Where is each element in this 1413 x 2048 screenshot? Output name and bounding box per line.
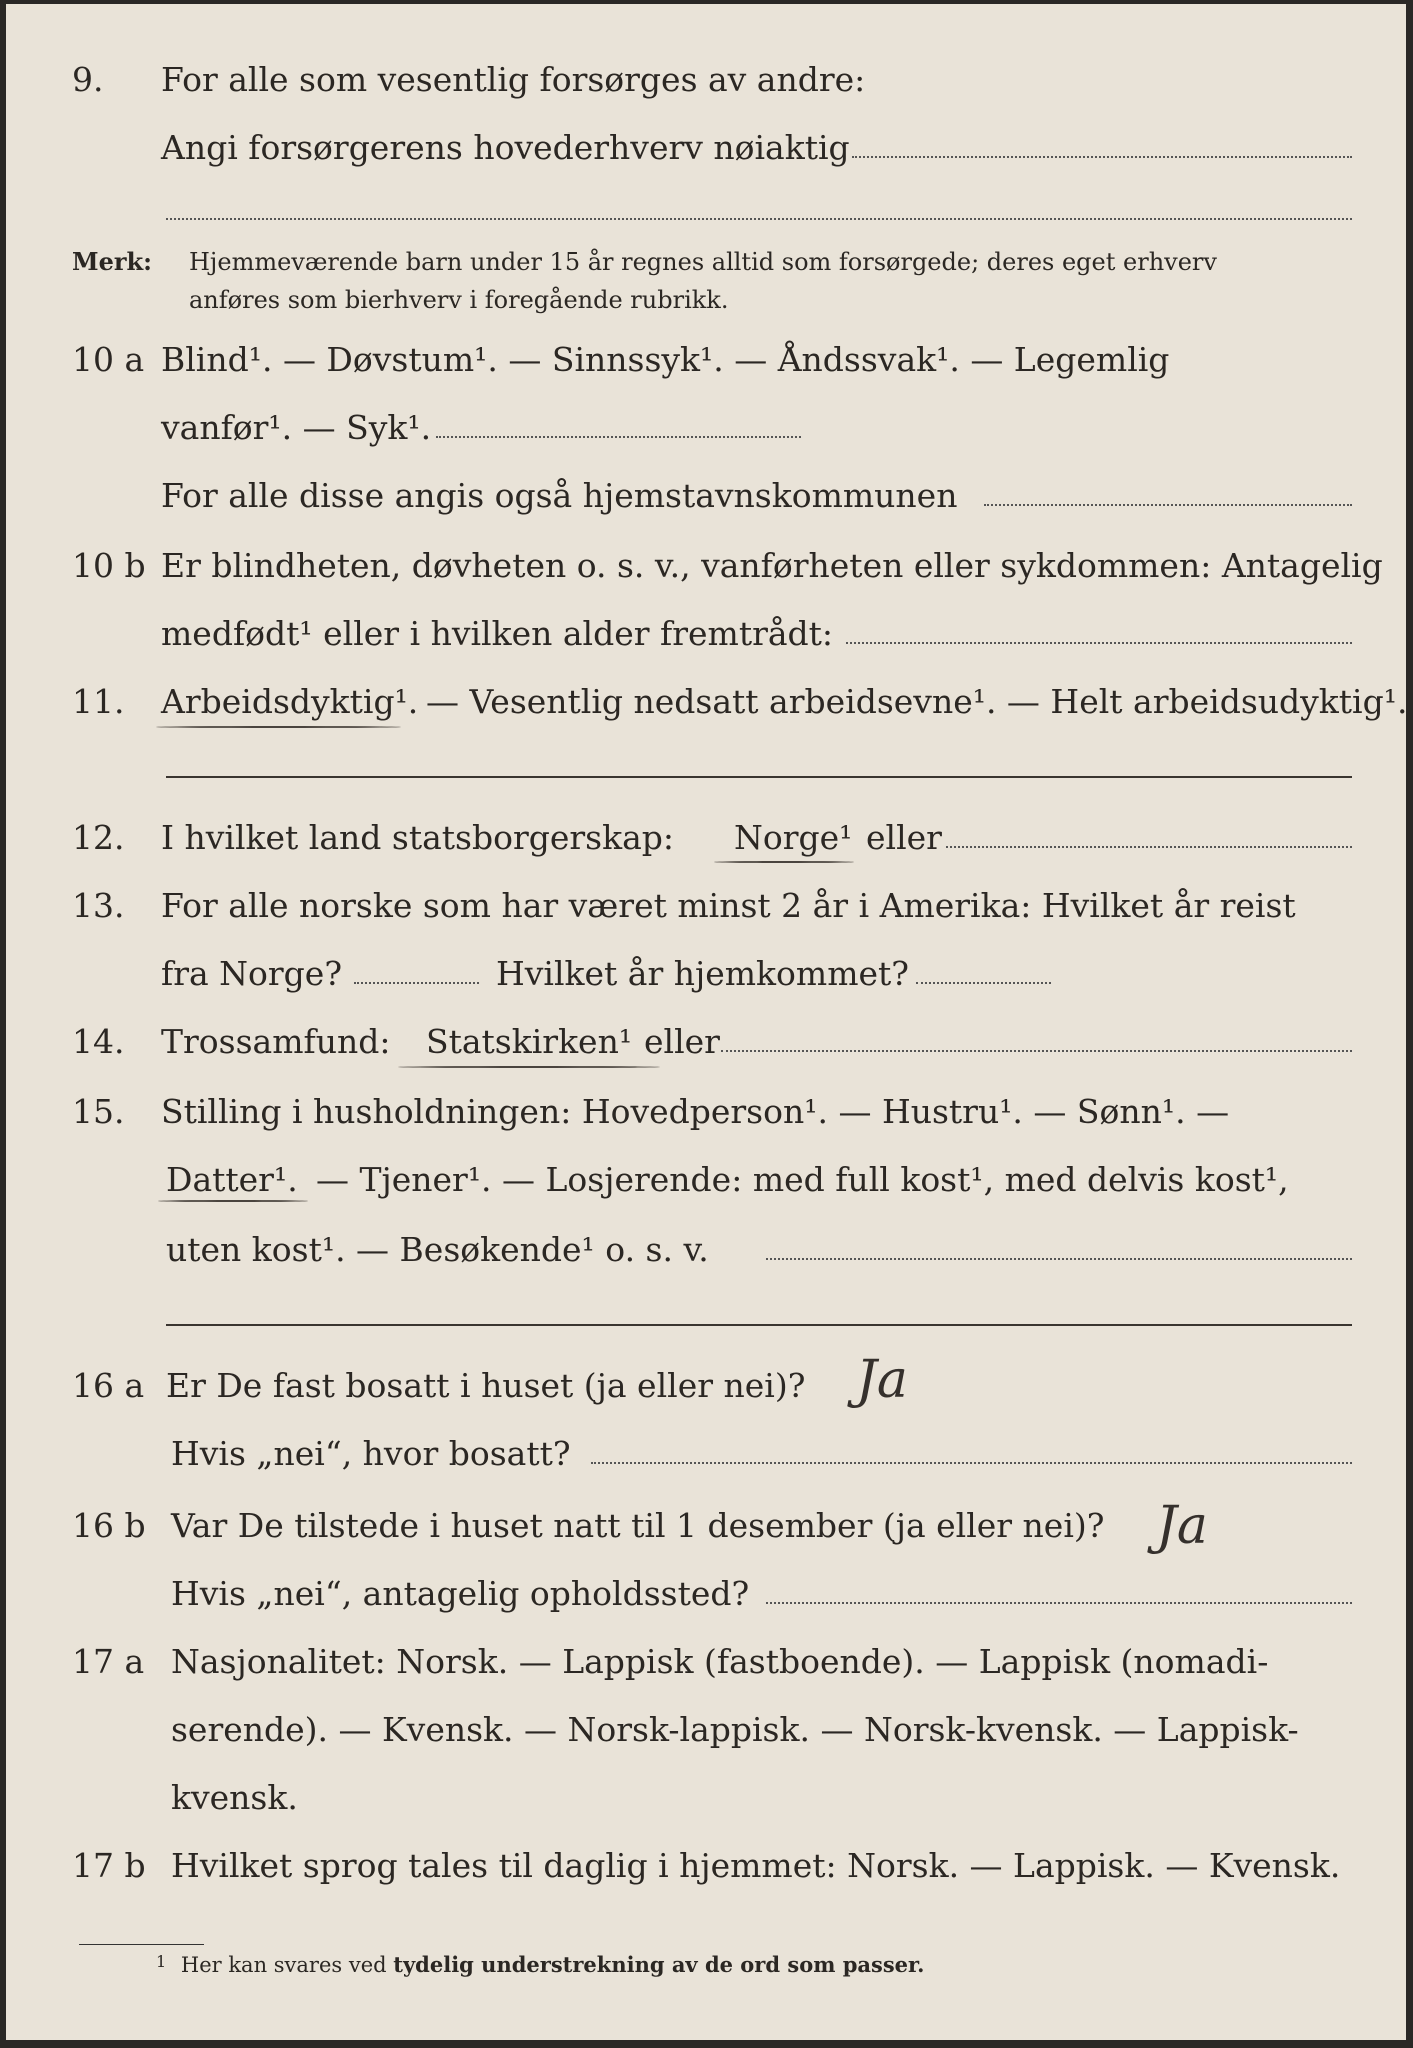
question-number: 12. [72,818,125,857]
question-number: 15. [72,1092,125,1131]
question-text: Hvis „nei“, hvor bosatt? [171,1434,571,1473]
answer-line[interactable] [436,436,801,438]
question-17b [6,1846,1406,1886]
question-text: Var De tilstede i huset natt til 1 desember (ja eller nei)? [171,1506,1105,1545]
footnote-bold-text: tydelig understrekning av de ord som passer. [393,1952,925,1977]
question-text: — Tjener¹. — Losjerende: med full kost¹, med delvis kost¹, [316,1160,1289,1199]
question-text: For alle disse angis også hjemstavnskommunen [161,476,958,515]
question-17a-line3 [6,1778,1406,1818]
answer-line[interactable] [766,1602,1352,1604]
answer-line[interactable] [766,1258,1352,1260]
question-text: medfødt¹ eller i hvilken alder fremtrådt: [161,614,834,653]
question-15-line2 [6,1160,1406,1200]
handwritten-underline [398,1066,660,1068]
answer-line[interactable] [946,846,1352,848]
handwritten-underline [158,1200,308,1202]
question-text: For alle norske som har været minst 2 år i Amerika: Hvilket år reist [161,886,1296,925]
question-text: Angi forsørgerens hovederhverv nøiaktig [161,128,850,167]
handwritten-underline [156,726,401,728]
option-arbeidsdyktig[interactable]: Arbeidsdyktig¹. [161,682,419,721]
answer-line[interactable] [166,218,1352,220]
question-10a [6,340,1406,380]
answer-line[interactable] [916,982,1051,984]
question-16b-line2 [6,1574,1406,1614]
note-block [6,242,1406,282]
question-10a-line2 [6,408,1406,448]
option-datter[interactable]: Datter¹. [166,1160,298,1199]
handwritten-answer[interactable]: Ja [856,1350,908,1410]
question-10a-line3 [6,476,1406,516]
question-number: 17 b [72,1846,146,1885]
question-text: Hvilket sprog tales til daglig i hjemmet: Norsk. — Lappisk. — Kvensk. [171,1846,1341,1885]
question-10b-line2 [6,614,1406,654]
answer-line[interactable] [354,982,479,984]
answer-line[interactable] [721,1050,1352,1052]
handwritten-underline [714,861,854,863]
question-number: 17 a [72,1642,145,1681]
question-13 [6,886,1406,926]
note-label: Merk: [72,247,152,276]
question-9 [6,60,1406,100]
answer-line[interactable] [846,642,1352,644]
question-15 [6,1092,1406,1132]
note-text: Hjemmeværende barn under 15 år regnes alltid som forsørgede; deres eget erhverv [189,248,1217,276]
footnote-text: Her kan svares ved [180,1953,387,1977]
question-text: eller [644,1022,720,1061]
question-text: Nasjonalitet: Norsk. — Lappisk (fastboende). — Lappisk (nomadi- [171,1642,1269,1681]
question-number: 16 a [72,1366,145,1405]
question-16a-line2 [6,1434,1406,1474]
section-divider [166,776,1352,778]
question-text: Er blindheten, døvheten o. s. v., vanførheten eller sykdommen: Antagelig [161,546,1383,585]
question-text: Stilling i husholdningen: Hovedperson¹. — Hustru¹. — Sønn¹. — [161,1092,1230,1131]
answer-line[interactable] [852,156,1352,158]
option-statskirken[interactable]: Statskirken¹ [426,1022,633,1061]
footnote-rule [79,1944,204,1945]
footnote-mark: 1 [156,1952,167,1971]
question-text: fra Norge? [161,954,343,993]
question-text: Blind¹. — Døvstum¹. — Sinnssyk¹. — Åndssvak¹. — Legemlig [161,340,1170,379]
handwritten-answer[interactable]: Ja [1156,1496,1208,1556]
question-text: Hvis „nei“, antagelig opholdssted? [171,1574,750,1613]
question-text: I hvilket land statsborgerskap: [161,818,675,857]
question-number: 10 a [72,340,145,379]
answer-line[interactable] [984,504,1352,506]
question-text: For alle som vesentlig forsørges av andre: [161,60,866,99]
question-17a-line2 [6,1710,1406,1750]
question-text: — Vesentlig nedsatt arbeidsevne¹. — Helt arbeidsudyktig¹. [426,682,1408,721]
option-norge[interactable]: Norge¹ [734,818,853,857]
question-text: vanfør¹. — Syk¹. [161,408,432,447]
question-13-line2 [6,954,1406,994]
question-text: Hvilket år hjemkommet? [496,954,909,993]
footnote [156,1952,924,1977]
question-number: 13. [72,886,125,925]
question-text: Trossamfund: [161,1022,391,1061]
question-11 [6,682,1406,722]
question-number: 9. [72,60,104,99]
question-15-line3 [6,1230,1406,1270]
question-number: 14. [72,1022,125,1061]
question-number: 11. [72,682,125,721]
note-line2 [6,280,1406,320]
question-number: 16 b [72,1506,146,1545]
question-text: kvensk. [171,1778,298,1817]
answer-line[interactable] [591,1462,1352,1464]
section-divider [166,1324,1352,1326]
question-9-line2 [6,128,1406,168]
question-12 [6,818,1406,858]
census-form-page [6,4,1406,2040]
question-text: Er De fast bosatt i huset (ja eller nei)? [166,1366,806,1405]
question-number: 10 b [72,546,146,585]
note-text: anføres som bierhverv i foregående rubrikk. [189,286,729,314]
question-16a [6,1366,1406,1406]
question-17a [6,1642,1406,1682]
question-text: uten kost¹. — Besøkende¹ o. s. v. [166,1230,709,1269]
question-14 [6,1022,1406,1062]
question-text: eller [866,818,942,857]
question-10b [6,546,1406,586]
question-text: serende). — Kvensk. — Norsk-lappisk. — Norsk-kvensk. — Lappisk- [171,1710,1299,1749]
